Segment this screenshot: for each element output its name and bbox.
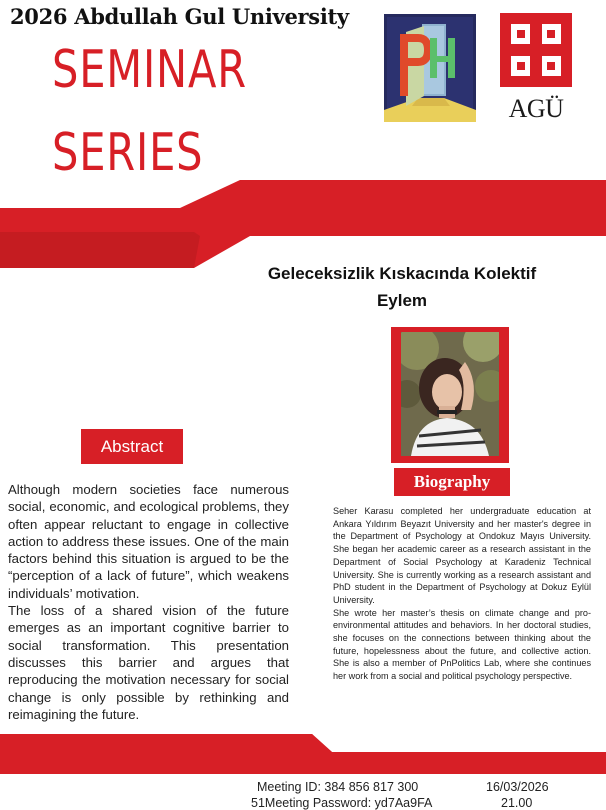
agu-emblem-icon: [497, 10, 575, 90]
speaker-photo: [401, 332, 499, 456]
meeting-password: 51Meeting Password: yd7Aa9FA: [251, 796, 433, 810]
agu-logo-text: AGÜ: [508, 94, 564, 123]
pnpolitics-logo: [384, 14, 476, 122]
talk-title-line1: Geleceksizlik Kıskacında Kolektif: [267, 264, 537, 283]
meeting-id: Meeting ID: 384 856 817 300: [257, 780, 419, 794]
seminar-heading: SEMINAR: [52, 40, 247, 100]
red-diagonal-band: [0, 180, 606, 270]
abstract-paragraph: Although modern societies face numerous social, economic, and ecological problems, they often appear reluctant to engage in collective action to address these issues. One of the main factors behind this situation is argued to be the “perception of a lack of future”, which weakens individuals’ motivation.: [8, 482, 289, 601]
bottom-red-band: [0, 728, 606, 780]
biography-paragraph: She wrote her master’s thesis on climate change and pro-environmental attitudes and behaviors. In her doctoral studies, she focuses on the connections between thinking about the future, hopelessness about the future, and collective action. She is also a member of PnPolitics Lab, where she continues her work from a social and political psychology perspective.: [333, 607, 591, 682]
abstract-paragraph: The loss of a shared vision of the future emerges as an important cognitive barrier to social transformation. This presentation discusses this barrier and argues that reproducing the motivation necessary for social change is only possible by rethinking and reimagining the future.: [8, 603, 289, 722]
biography-label: Biography: [394, 468, 510, 496]
series-heading: SERIES: [52, 123, 204, 183]
abstract-text: [8, 481, 289, 723]
speaker-photo-frame: [391, 327, 509, 463]
biography-text: [333, 505, 591, 683]
abstract-label: Abstract: [81, 429, 183, 464]
seminar-time: 21.00: [501, 796, 533, 810]
university-title: 2026 Abdullah Gul University: [10, 4, 349, 29]
talk-title: [262, 260, 542, 314]
seminar-date: 16/03/2026: [486, 780, 549, 794]
biography-paragraph: Seher Karasu completed her undergraduate education at Ankara Yıldırım Beyazıt University and her master's degree in the Department of Psychology at Ondokuz Mayıs University. She began her academic career as a research assistant in the Department of Social Psychology at Karadeniz Technical University. She is currently working as a research assistant and PhD student in the Department of Psychology at Dokuz Eylül University.: [333, 506, 591, 605]
agu-logo: [497, 10, 575, 122]
talk-title-line2: Eylem: [376, 291, 428, 310]
